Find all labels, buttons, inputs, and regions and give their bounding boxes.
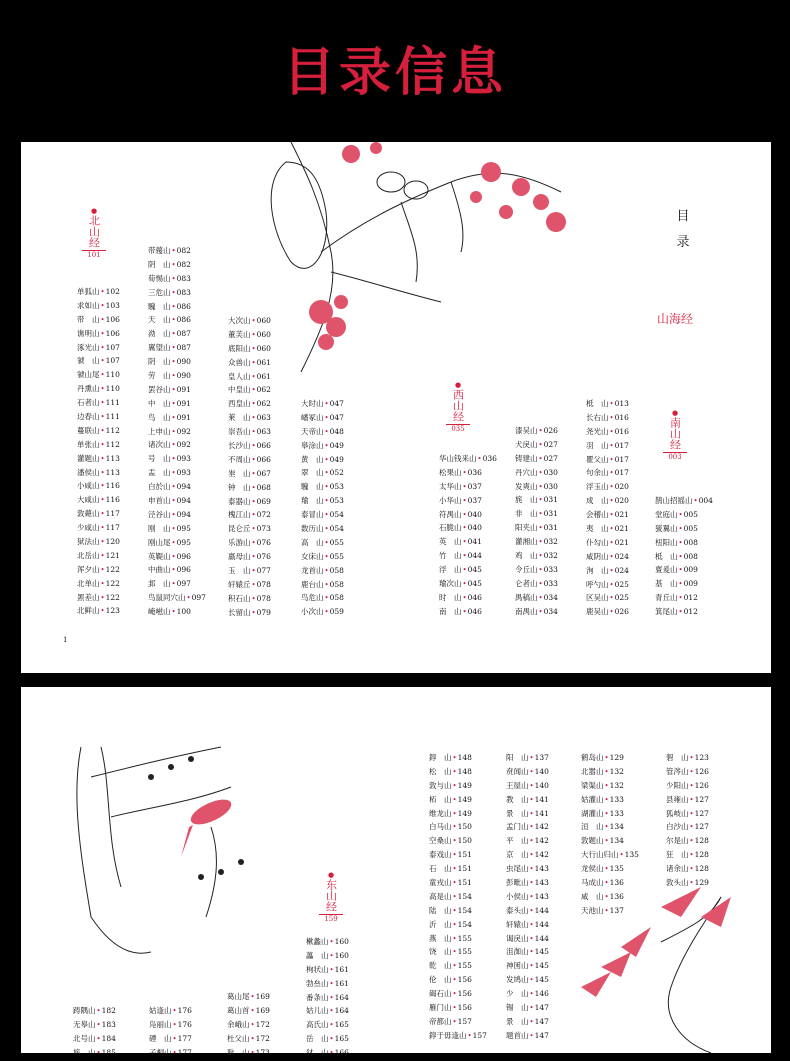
toc-entry: 子桐山•177: [149, 1047, 192, 1057]
toc-entry: 敦薨山•117: [77, 509, 120, 519]
toc-entry: 白於山•094: [148, 482, 191, 492]
toc-entry: 虢 山•107: [77, 356, 120, 366]
toc-entry: 沂 山•154: [429, 919, 472, 929]
branch-3: [206, 827, 216, 917]
toc-entry: 梁渠山•132: [581, 780, 624, 790]
section-dongshanjing: ● 东山经 159: [319, 872, 343, 923]
toc-entry: 中皇山•062: [228, 385, 271, 395]
branch: [91, 747, 221, 777]
toc-entry: 空桑山•150: [429, 836, 472, 846]
toc-entry: 无皋山•183: [73, 1019, 116, 1029]
toc-entry: 景 山•147: [506, 1016, 549, 1026]
toc-entry: 岳 山•165: [306, 1034, 349, 1044]
toc-entry: 乐游山•076: [228, 538, 271, 548]
toc-entry: 禺稿山•034: [515, 592, 558, 602]
toc-entry: 罴差山•122: [77, 592, 120, 602]
toc-entry: 翼望山•087: [148, 343, 191, 353]
toc-entry: 踌隅山•182: [73, 1006, 116, 1015]
toc-entry: 小次山•059: [301, 607, 344, 617]
toc-entry: 句余山•017: [586, 468, 629, 478]
toc-entry: 区吴山•025: [586, 593, 629, 603]
toc-entry: 单张山•112: [77, 439, 120, 449]
toc-entry: 泰器山•069: [228, 496, 271, 506]
toc-entry: 崦嵫山•100: [148, 607, 191, 617]
toc-entry: 董芙山•060: [228, 329, 271, 339]
toc-entry: 鸟鼠同穴山•097: [148, 593, 206, 603]
toc-entry: 白沙山•127: [666, 822, 709, 832]
toc-entry: 崇吾山•063: [228, 427, 271, 437]
toc-entry: 杜父山•172: [227, 1033, 270, 1043]
toc-entry: 刚 山•095: [148, 523, 191, 533]
toc-entry: 石者山•111: [77, 398, 120, 408]
toc-entry: 丹熏山•110: [77, 384, 120, 394]
bird-shape: [181, 795, 235, 857]
toc-entry: 会稽山•021: [586, 510, 629, 520]
toc-entry: 求如山•103: [77, 300, 120, 310]
branch-rock: [271, 162, 327, 268]
toc-entry: 上申山•092: [148, 426, 191, 436]
toc-entry: 樕蠡山•160: [306, 937, 349, 946]
toc-entry: 敦头山•129: [666, 878, 709, 888]
toc-entry: 灌湘山•032: [515, 537, 558, 547]
toc-entry: 堂庭山•005: [655, 509, 698, 519]
toc-column: [581, 751, 639, 918]
toc-entry: 姑儿山•164: [306, 1006, 349, 1016]
toc-entry: 羽 山•017: [586, 440, 629, 450]
toc-entry: 姑灌山•133: [581, 794, 624, 804]
toc-entry: 京 山•142: [506, 850, 549, 860]
toc-entry: 县雍山•127: [666, 794, 709, 804]
toc-entry: 咸阴山•024: [586, 551, 629, 561]
page-number: 1: [63, 636, 68, 644]
toc-entry: 余峨山•172: [227, 1019, 270, 1029]
toc-entry: 騩 山•086: [148, 301, 191, 311]
toc-entry: 犬戾山•027: [515, 439, 558, 449]
toc-entry: 彭毗山•143: [506, 878, 549, 888]
toc-entry: 时 山•046: [439, 592, 482, 602]
toc-entry: 神囷山•145: [506, 961, 549, 971]
toc-entry: 狐岐山•127: [666, 808, 709, 818]
toc-entry: 诸次山•092: [148, 440, 191, 450]
toc-entry: 发爽山•030: [515, 481, 558, 491]
toc-entry: 阳夹山•031: [515, 523, 558, 533]
toc-entry: 乾 山•155: [429, 961, 472, 971]
section-xishanjing: ● 西山经 035: [446, 382, 470, 433]
toc-column: [586, 397, 629, 619]
toc-entry: 咸 山•136: [581, 891, 624, 901]
toc-entry: 饶 山•155: [429, 947, 472, 957]
section-nanshanjing: ● 南山经 003: [663, 410, 687, 461]
toc-entry: 敦题山•134: [581, 836, 624, 846]
toc-entry: 题首山•147: [506, 1030, 549, 1040]
toc-entry: 少咸山•117: [77, 523, 120, 533]
toc-entry: 长沙山•066: [228, 441, 271, 451]
toc-entry: 猨翼山•005: [655, 523, 698, 533]
toc-entry: 羭 山•053: [301, 496, 344, 506]
toc-entry: 不周山•066: [228, 454, 271, 464]
toc-entry: 燕 山•155: [429, 933, 472, 943]
toc-column: [306, 935, 349, 1060]
toc-column: [655, 494, 713, 619]
toc-entry: 底阳山•060: [228, 343, 271, 353]
toc-entry: 天池山•137: [581, 905, 624, 915]
toc-entry: 景 山•141: [506, 808, 549, 818]
toc-entry: 阳 山•137: [506, 753, 549, 762]
toc-entry: 嶓冢山•047: [301, 412, 344, 422]
toc-entry: 騩 山•053: [301, 482, 344, 492]
toc-entry: 轩辕山•144: [506, 919, 549, 929]
toc-entry: 虫尾山•143: [506, 864, 549, 874]
toc-entry: 马成山•136: [581, 878, 624, 888]
toc-column: [666, 751, 709, 890]
section-beishanjing: ● 北山经 101: [82, 208, 106, 259]
toc-entry: 数历山•054: [301, 524, 344, 534]
toc-entry: 北鲜山•123: [77, 606, 120, 616]
toc-entry: 鸟危山•058: [301, 593, 344, 603]
toc-entry: 长右山•016: [586, 412, 629, 422]
toc-entry: 涿光山•107: [77, 342, 120, 352]
toc-entry: 峚 山•067: [228, 468, 271, 478]
toc-entry: 铸建山•027: [515, 453, 558, 463]
toc-entry: 沮洳山•145: [506, 947, 549, 957]
toc-entry: 高氏山•165: [306, 1020, 349, 1030]
toc-entry: 石 山•151: [429, 864, 472, 874]
toc-entry: 鹊山招摇山•004: [655, 496, 713, 505]
toc-entry: 敦与山•149: [429, 780, 472, 790]
toc-entry: 非 山•031: [515, 509, 558, 519]
toc-entry: 泾谷山•094: [148, 509, 191, 519]
toc-entry: 狱法山•120: [77, 537, 120, 547]
toc-column: [227, 990, 270, 1059]
toc-entry: 刚山尾•095: [148, 537, 191, 547]
toc-entry: 昆仑丘•073: [228, 524, 271, 534]
toc-entry: 漆吴山•026: [515, 426, 558, 435]
toc-entry: 皋涂山•049: [301, 440, 344, 450]
toc-entry: 申首山•094: [148, 496, 191, 506]
shanhaijing-calligraphy: 山海经: [656, 312, 693, 326]
toc-entry: 钟 山•068: [228, 482, 271, 492]
branch-lower: [331, 272, 441, 302]
toc-entry: 北嚣山•132: [581, 766, 624, 776]
toc-entry: 浮 山•045: [439, 565, 482, 575]
toc-entry: 西皇山•062: [228, 399, 271, 409]
toc-entry: 鹤岛山•129: [581, 753, 624, 762]
toc-entry: 仆勾山•021: [586, 537, 629, 547]
toc-entry: 旄 山•031: [515, 495, 558, 505]
toc-entry: 泑 山•087: [148, 329, 191, 339]
toc-entry: 白马山•150: [429, 822, 472, 832]
toc-entry: 邽 山•097: [148, 579, 191, 589]
toc-entry: 南禺山•034: [515, 606, 558, 616]
toc-entry: 犲 山•166: [306, 1048, 349, 1058]
toc-entry: 单狐山•102: [77, 287, 120, 296]
toc-entry: 䃌 山•177: [149, 1033, 192, 1043]
toc-entry: 陆 山•154: [429, 905, 472, 915]
bird-branch-illustration: [21, 687, 771, 1053]
toc-column: [301, 397, 344, 619]
toc-entry: 羭次山•045: [439, 579, 482, 589]
toc-entry: 灌题山•113: [77, 453, 120, 463]
toc-entry: 錞于毋逢山•157: [429, 1030, 487, 1040]
toc-entry: 洹 山•134: [581, 822, 624, 832]
toc-entry: 耿 山•173: [227, 1047, 270, 1057]
toc-entry: 鸟 山•091: [148, 412, 191, 422]
toc-entry: 符禺山•040: [439, 509, 482, 519]
toc-entry: 管涔山•126: [666, 766, 709, 776]
toc-column: [73, 1004, 116, 1060]
toc-entry: 大咸山•116: [77, 495, 120, 505]
toc-entry: 泰冒山•054: [301, 510, 344, 520]
toc-entry: 碣石山•156: [429, 989, 472, 999]
toc-entry: 葛山首•169: [227, 1005, 270, 1015]
toc-entry: 皇人山•061: [228, 371, 271, 381]
page-title: 目录信息: [282, 43, 507, 103]
toc-entry: 荀惕山•083: [148, 273, 191, 283]
toc-entry: 龙侯山•135: [581, 864, 624, 874]
toc-entry: 松 山•148: [429, 766, 472, 776]
toc-entry: 三危山•083: [148, 287, 191, 297]
toc-entry: 孟门山•142: [506, 822, 549, 832]
toc-entry: 栒状山•161: [306, 964, 349, 974]
toc-entry: 伦 山•156: [429, 975, 472, 985]
toc-entry: 带 山•106: [77, 314, 120, 324]
toc-entry: 鹿台山•058: [301, 579, 344, 589]
toc-entry: 䂮 山•123: [666, 753, 709, 762]
contents-heading: 目录: [676, 209, 690, 250]
toc-entry: 瞿父山•017: [586, 454, 629, 464]
toc-entry: 劳 山•090: [148, 371, 191, 381]
toc-entry: 阴 山•090: [148, 357, 191, 367]
toc-entry: 高 山•055: [301, 537, 344, 547]
toc-entry: 罢谷山•091: [148, 384, 191, 394]
toc-entry: 青丘山•012: [655, 593, 698, 603]
toc-entry: 英鞮山•096: [148, 551, 191, 561]
toc-entry: 大行山归山•135: [581, 850, 639, 860]
toc-entry: 轩辕丘•078: [228, 579, 271, 589]
branch-twig: [401, 202, 417, 282]
toc-entry: 鸡 山•032: [515, 551, 558, 561]
toc-entry: 虢山尾•110: [77, 370, 120, 380]
toc-entry: 石脆山•040: [439, 523, 482, 533]
toc-entry: 教 山•141: [506, 794, 549, 804]
toc-entry: 尔是山•128: [666, 836, 709, 846]
toc-entry: 潘侯山•113: [77, 467, 120, 477]
rock-outline: [77, 747, 151, 953]
toc-column: [228, 314, 271, 620]
toc-entry: 大时山•047: [301, 399, 344, 408]
toc-column: [429, 751, 487, 1043]
toc-entry: 号 山•093: [148, 454, 191, 464]
toc-entry: 柘 山•149: [429, 794, 472, 804]
toc-entry: 小侯山•143: [506, 891, 549, 901]
toc-entry: 浮玉山•020: [586, 482, 629, 492]
toc-entry: 柢 山•013: [586, 399, 629, 408]
toc-entry: 亶爰山•009: [655, 565, 698, 575]
toc-entry: 谯明山•106: [77, 328, 120, 338]
toc-entry: 发鸠山•145: [506, 975, 549, 985]
toc-column: [506, 751, 549, 1043]
toc-entry: 箕尾山•012: [655, 607, 698, 617]
toc-entry: 华山钱来山•036: [439, 454, 497, 463]
toc-column: [515, 424, 558, 618]
toc-column: [148, 244, 206, 619]
toc-entry: 呼勺山•025: [586, 579, 629, 589]
toc-entry: 令丘山•033: [515, 564, 558, 574]
toc-entry: 盂 山•093: [148, 468, 191, 478]
toc-entry: 带薎山•082: [148, 246, 191, 255]
toc-entry: 诸余山•128: [666, 864, 709, 874]
toc-entry: 平 山•142: [506, 836, 549, 846]
toc-column: [77, 285, 120, 618]
toc-entry: 蔓联山•112: [77, 425, 120, 435]
toc-entry: 仑者山•033: [515, 578, 558, 588]
toc-entry: 泰头山•144: [506, 905, 549, 915]
toc-entry: 槐江山•072: [228, 510, 271, 520]
toc-column: [149, 1004, 192, 1060]
toc-entry: 北岳山•121: [77, 550, 120, 560]
toc-entry: 丹穴山•030: [515, 467, 558, 477]
toc-entry: 旄 山•185: [73, 1047, 116, 1057]
toc-entry: 黄 山•049: [301, 454, 344, 464]
toc-entry: 中 山•091: [148, 398, 191, 408]
toc-entry: 葛山尾•169: [227, 992, 270, 1001]
toc-entry: 北号山•184: [73, 1033, 116, 1043]
toc-entry: 贲闻山•140: [506, 766, 549, 776]
toc-entry: 小华山•037: [439, 495, 482, 505]
toc-entry: 湖灌山•133: [581, 808, 624, 818]
toc-entry: 雁门山•156: [429, 1003, 472, 1013]
toc-entry: 小咸山•116: [77, 481, 120, 491]
toc-entry: 番条山•164: [306, 992, 349, 1002]
toc-entry: 帝都山•157: [429, 1016, 472, 1026]
toc-entry: 太华山•037: [439, 481, 482, 491]
toc-entry: 高是山•154: [429, 891, 472, 901]
toc-entry: 北单山•122: [77, 578, 120, 588]
toc-entry: 天帝山•048: [301, 426, 344, 436]
branch-twig-2: [451, 182, 463, 252]
toc-entry: 王屋山•140: [506, 780, 549, 790]
toc-entry: 浑夕山•122: [77, 564, 120, 574]
toc-entry: 南 山•046: [439, 606, 482, 616]
toc-entry: 藟 山•160: [306, 950, 349, 960]
toc-entry: 积石山•078: [228, 593, 271, 603]
toc-entry: 龙首山•058: [301, 565, 344, 575]
toc-page-2: [21, 687, 771, 1058]
toc-entry: 童戎山•151: [429, 878, 472, 888]
toc-entry: 柢 山•008: [655, 551, 698, 561]
toc-entry: 大次山•060: [228, 316, 271, 325]
toc-entry: 凫丽山•176: [149, 1019, 192, 1029]
toc-entry: 姑逢山•176: [149, 1006, 192, 1015]
toc-entry: 成 山•020: [586, 496, 629, 506]
toc-entry: 翠 山•052: [301, 468, 344, 478]
toc-entry: 英 山•041: [439, 537, 482, 547]
toc-column: [439, 452, 497, 619]
toc-entry: 谒戾山•144: [506, 933, 549, 943]
toc-entry: 泰戏山•151: [429, 850, 472, 860]
toc-entry: 众兽山•061: [228, 357, 271, 367]
toc-entry: 长留山•079: [228, 607, 271, 617]
toc-entry: 松果山•036: [439, 467, 482, 477]
toc-entry: 少 山•146: [506, 989, 549, 999]
toc-entry: 边春山•111: [77, 412, 120, 422]
toc-entry: 尧光山•016: [586, 426, 629, 436]
toc-entry: 錞 山•148: [429, 753, 472, 762]
toc-entry: 天 山•086: [148, 315, 191, 325]
toc-entry: 阴 山•082: [148, 259, 191, 269]
toc-entry: 莱 山•063: [228, 413, 271, 423]
toc-entry: 维龙山•149: [429, 808, 472, 818]
toc-entry: 嬴母山•076: [228, 552, 271, 562]
toc-entry: 锡 山•147: [506, 1003, 549, 1013]
toc-entry: 洵 山•024: [586, 565, 629, 575]
toc-entry: 鹿吴山•026: [586, 607, 629, 617]
toc-entry: 竹 山•044: [439, 551, 482, 561]
toc-entry: 女床山•055: [301, 551, 344, 561]
toc-entry: 夷 山•021: [586, 524, 629, 534]
toc-page-1: [21, 142, 771, 673]
toc-entry: 杻阳山•008: [655, 537, 698, 547]
toc-entry: 勃亝山•161: [306, 978, 349, 988]
toc-entry: 玉 山•077: [228, 566, 271, 576]
toc-entry: 中曲山•096: [148, 565, 191, 575]
toc-entry: 狂 山•128: [666, 850, 709, 860]
toc-entry: 少阳山•126: [666, 780, 709, 790]
toc-entry: 基 山•009: [655, 579, 698, 589]
